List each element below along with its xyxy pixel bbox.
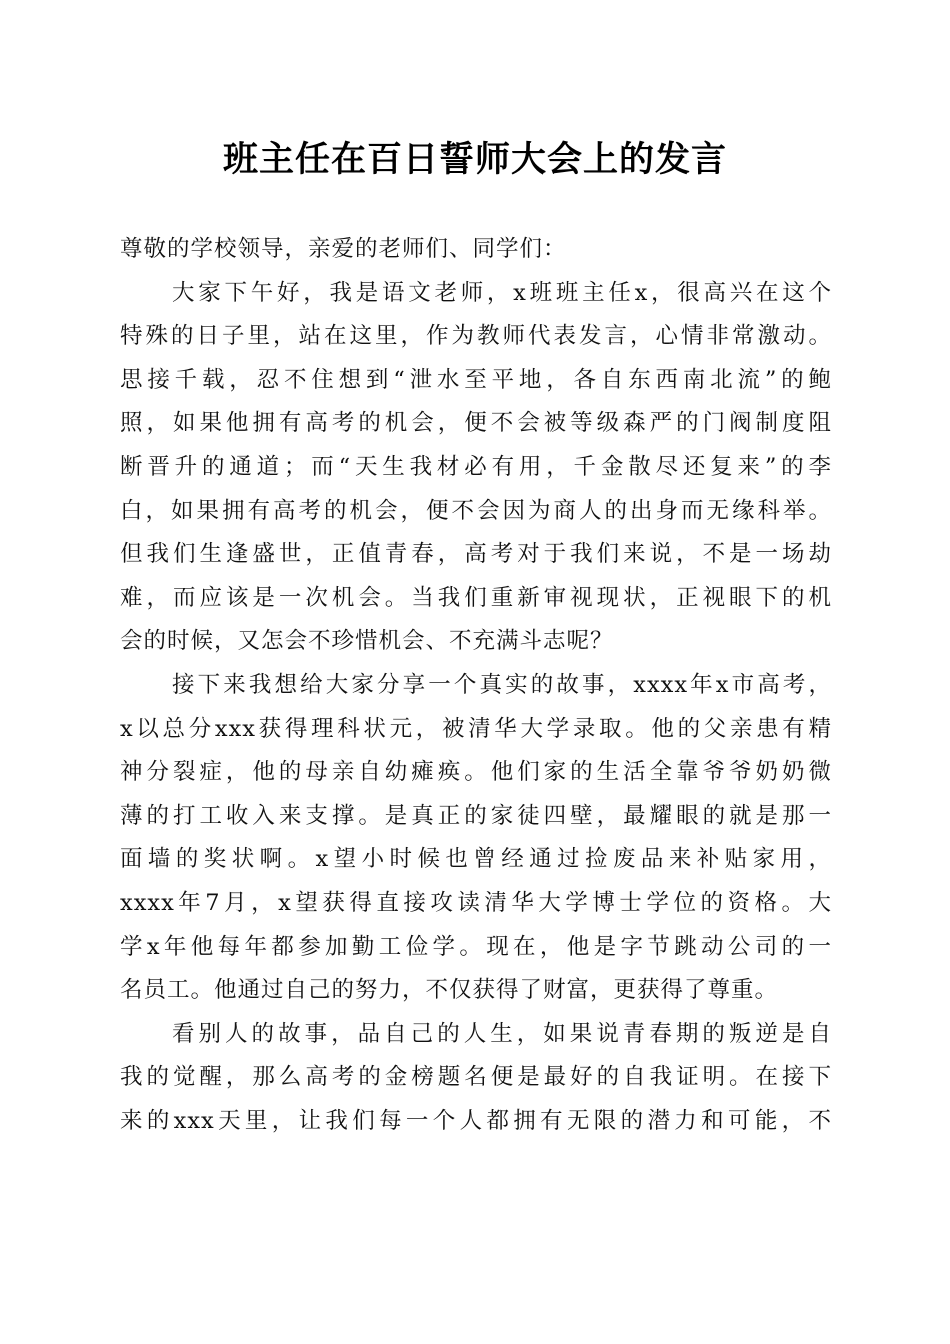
text-line: 思接千载，忍不住想到“泄水至平地，各自东西南北流”的鲍 (120, 366, 832, 393)
text-line: 但我们生逢盛世，正值青春，高考对于我们来说，不是一场劫 (120, 541, 832, 568)
text-line: x以总分xxx获得理科状元，被清华大学录取。他的父亲患有精 (120, 715, 832, 742)
text-line: 薄的打工收入来支撑。是真正的家徒四壁，最耀眼的就是那一 (120, 802, 832, 829)
text-line: 白，如果拥有高考的机会，便不会因为商人的出身而无缘科举。 (120, 497, 832, 524)
text-line: 我的觉醒，那么高考的金榜题名便是最好的自我证明。在接下 (120, 1064, 832, 1091)
text-line: 名员工。他通过自己的努力，不仅获得了财富，更获得了尊重。 (120, 977, 779, 1004)
text-line: 看别人的故事，品自己的人生，如果说青春期的叛逆是自 (172, 1020, 832, 1047)
text-line: 神分裂症，他的母亲自幼瘫痪。他们家的生活全靠爷爷奶奶微 (120, 759, 832, 786)
text-line: 照，如果他拥有高考的机会，便不会被等级森严的门阀制度阻 (120, 410, 832, 437)
text-line: 大家下午好，我是语文老师，x班班主任x，很高兴在这个 (172, 279, 832, 306)
document-title: 班主任在百日誓师大会上的发言 (222, 139, 727, 180)
paragraph (120, 1013, 832, 1144)
text-line: 接下来我想给大家分享一个真实的故事，xxxx年x市高考， (172, 671, 832, 698)
text-line: 特殊的日子里，站在这里，作为教师代表发言，心情非常激动。 (120, 323, 832, 350)
text-line: xxxx年7月，x望获得直接攻读清华大学博士学位的资格。大 (120, 889, 832, 916)
paragraph-list (120, 272, 832, 1144)
paragraph (120, 272, 832, 664)
text-line: 断晋升的通道；而“天生我材必有用，千金散尽还复来”的李 (120, 453, 832, 480)
text-line: 来的xxx天里，让我们每一个人都拥有无限的潜力和可能，不 (120, 1107, 832, 1134)
paragraph (120, 664, 832, 1013)
document-body (120, 228, 832, 1143)
text-line: 会的时候，又怎会不珍惜机会、不充满斗志呢？ (120, 628, 614, 655)
text-line: 面墙的奖状啊。x望小时候也曾经通过捡废品来补贴家用， (120, 846, 832, 873)
salutation: 尊敬的学校领导，亲爱的老师们、同学们： (120, 236, 567, 262)
text-line: 学x年他每年都参加勤工俭学。现在，他是字节跳动公司的一 (120, 933, 832, 960)
text-line: 难，而应该是一次机会。当我们重新审视现状，正视眼下的机 (120, 584, 832, 611)
